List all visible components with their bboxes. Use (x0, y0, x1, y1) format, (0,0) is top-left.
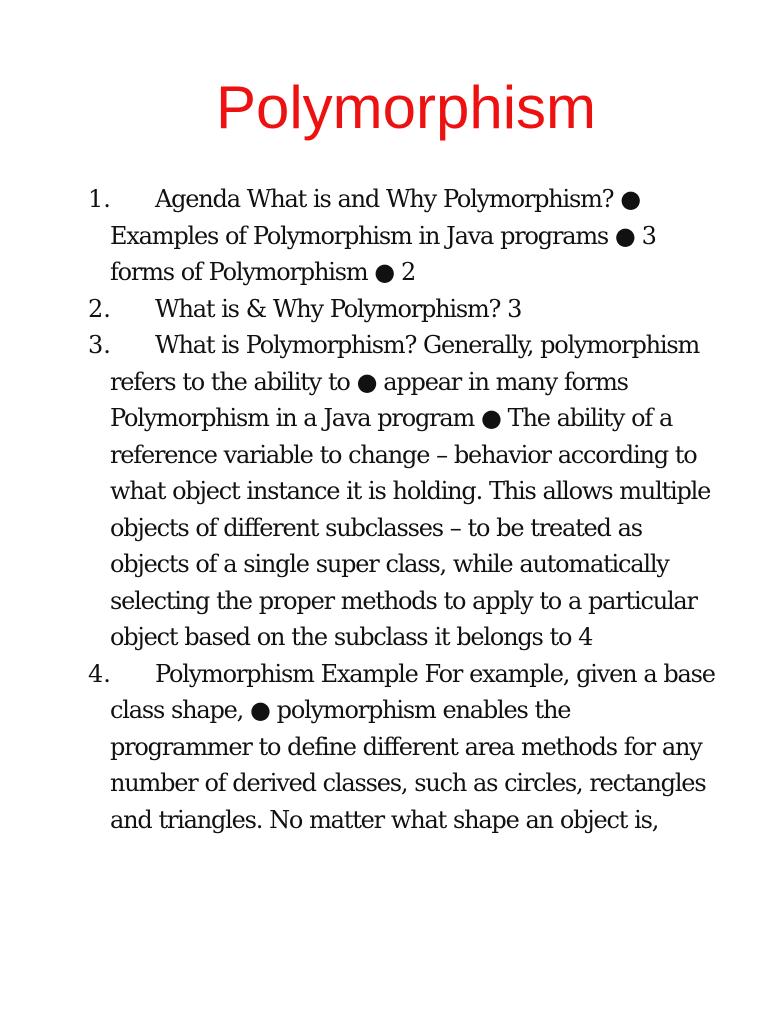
list-item-number: 2. (88, 294, 111, 323)
list-item-text: What is Polymorphism? Generally, polymorphism refers to the ability to ● appear in many forms Polymorphism in a Java program ● The ability of a reference variable to change – behavior according to what object instance it is holding. This allows multiple objects of different subclasses – to be treated as objects of a single super class, while automatically selecting the proper methods to apply to a particular object based on the subclass it belongs to 4 (110, 331, 711, 651)
list-item (0, 291, 768, 328)
page-title: Polymorphism (215, 74, 597, 141)
list-item-number: 3. (88, 331, 111, 359)
list-item (0, 656, 768, 839)
list-item-text: Agenda What is and Why Polymorphism? ● Examples of Polymorphism in Java programs ● 3 forms of Polymorphism ● 2 (110, 185, 656, 286)
list-item-number: 4. (88, 659, 111, 688)
list-item (0, 181, 768, 291)
list-item-text: Polymorphism Example For example, given a base class shape, ● polymorphism enables the programmer to define different area methods for any number of derived classes, such as circles, rectangles and triangles. No matter what shape an object is, (110, 659, 715, 834)
numbered-list (0, 181, 768, 838)
list-item (0, 327, 768, 656)
list-item-text: What is & Why Polymorphism? 3 (155, 294, 522, 323)
list-item-number: 1. (88, 185, 111, 213)
